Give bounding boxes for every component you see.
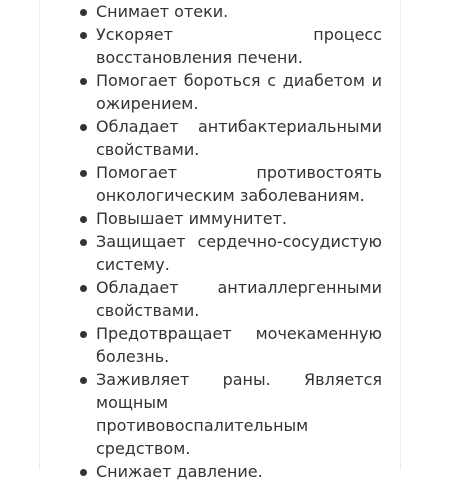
- list-item: Помогает бороться с диабетом и ожирением.: [76, 69, 382, 115]
- list-item: Снижает давление.: [76, 460, 382, 483]
- list-item: Заживляет раны. Является мощным противовоспалительным средством.: [76, 368, 382, 460]
- list-item: Помогает противостоять онкологическим заболеваниям.: [76, 161, 382, 207]
- list-item: Ускоряет процесс восстановления печени.: [76, 23, 382, 69]
- list-item: Обладает антибактериальными свойствами.: [76, 115, 382, 161]
- list-item: Обладает антиаллергенными свойствами.: [76, 276, 382, 322]
- benefits-list: [76, 0, 382, 483]
- list-item: Снимает отеки.: [76, 0, 382, 23]
- list-item: Предотвращает мочекаменную болезнь.: [76, 322, 382, 368]
- content-card-left-border: [39, 0, 40, 470]
- list-item: Защищает сердечно-сосудистую систему.: [76, 230, 382, 276]
- list-item: Повышает иммунитет.: [76, 207, 382, 230]
- content-card-right-border: [400, 0, 401, 470]
